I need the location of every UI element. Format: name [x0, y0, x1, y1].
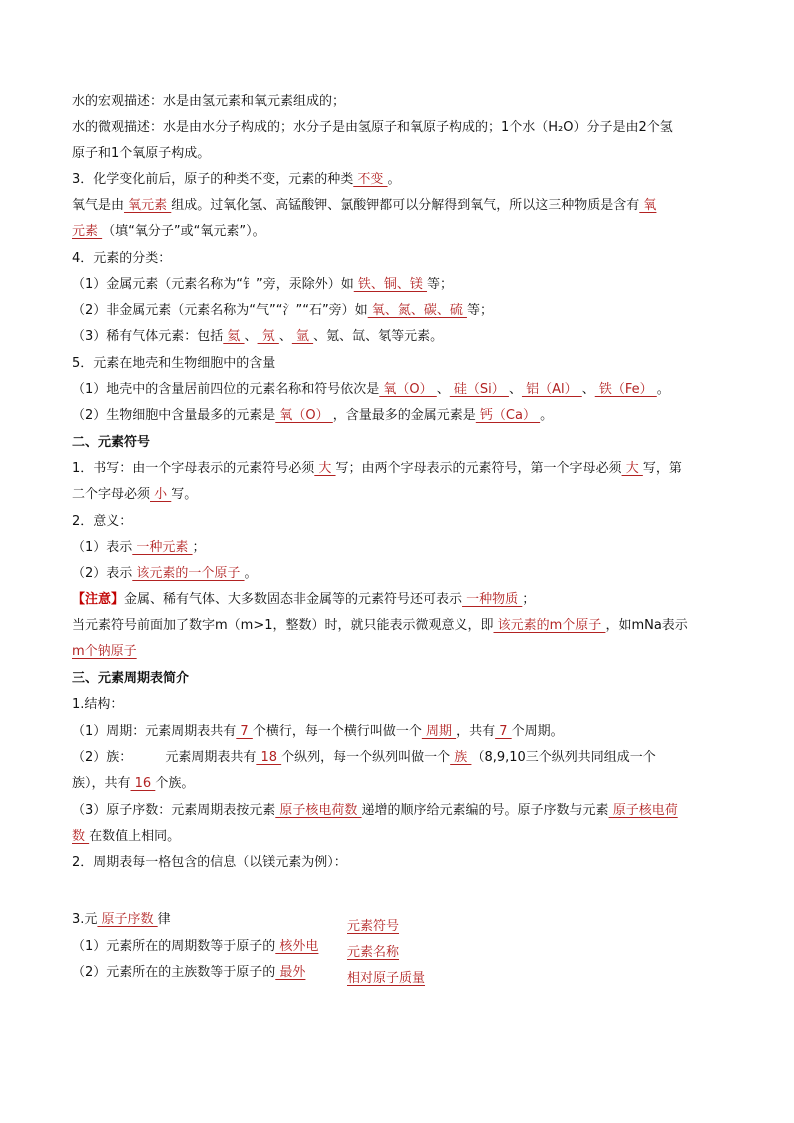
label-relative-atomic-mass: 相对原子质量: [347, 971, 426, 986]
water-micro-line-cont: 原子和1个氧原子构成。: [72, 146, 211, 161]
answer-blank: 硅（Si）: [449, 382, 509, 397]
section-3-heading: 三、元素周期表简介: [72, 671, 190, 686]
meaning-2-line: （2）表示 该元素的一个原子 。: [72, 566, 258, 581]
answer-blank: 一种物质: [462, 592, 523, 607]
answer-blank: 原子核电荷: [608, 803, 678, 818]
answer-blank: 氦: [223, 329, 245, 344]
answer-blank: 氧（O）: [379, 382, 437, 397]
crust-line: （1）地壳中的含量居前四位的元素名称和符号依次是 氧（O） 、 硅（Si） 、 铝（Al） 、 铁（Fe） 。: [72, 382, 670, 397]
water-macro-line: 水的宏观描述：水是由氢元素和氧元素组成的；: [72, 94, 346, 109]
meaning-heading: 2．意义：: [72, 514, 133, 529]
answer-blank: 该元素的一个原子: [132, 566, 245, 581]
answer-blank: 核外电: [275, 939, 319, 954]
note-line: 【注意】金属、稀有气体、大多数固态非金属等的元素符号还可表示 一种物质 ；: [72, 592, 536, 607]
answer-blank: 该元素的m个原子: [493, 618, 606, 633]
section-2-heading: 二、元素符号: [72, 435, 151, 450]
nonmetal-element-line: （2）非金属元素（元素名称为“气”“氵”“石”旁）如 氧、氮、碳、硫 等；: [72, 303, 493, 318]
content-heading: 5．元素在地壳和生物细胞中的含量: [72, 356, 276, 371]
coefficient-line: 当元素符号前面加了数字m（m>1，整数）时，就只能表示微观意义，即 该元素的m个原子 ，如mNa表示: [72, 618, 688, 633]
note-label: 【注意】: [72, 592, 125, 607]
answer-blank: 7: [236, 724, 253, 739]
noble-gas-line: （3）稀有气体元素：包括 氦 、 氖 、 氩 、氪、氙、氡等元素。: [72, 329, 444, 344]
atomic-number-line: （3）原子序数：元素周期表按元素 原子核电荷数 递增的顺序给元素编的号。原子序数与元素 原子核电荷: [72, 803, 678, 818]
answer-blank: 氧、氮、碳、硫: [367, 303, 467, 318]
chem-change-line: 3．化学变化前后，原子的种类不变，元素的种类 不变 。: [72, 172, 401, 187]
answer-blank: 氩: [291, 329, 314, 344]
answer-blank: 氧（O）: [275, 408, 333, 423]
answer-blank: 族: [450, 750, 472, 765]
structure-heading: 1.结构：: [72, 697, 124, 712]
answer-blank: 氧: [639, 198, 657, 213]
oxygen-line: 氧气是由 氧元素 组成。过氧化氢、高锰酸钾、氯酸钾都可以分解得到氧气，所以这三种物质是含有 氧: [72, 198, 657, 213]
answer-blank: 铁、铜、镁: [353, 277, 428, 292]
writing-line-cont: 二个字母必须 小 写。: [72, 487, 198, 502]
atomic-number-line-cont: 数 在数值上相同。: [72, 829, 181, 844]
law-line: 3.元 原子序数 律: [72, 912, 171, 927]
writing-line: 1．书写：由一个字母表示的元素符号必须 大 写；由两个字母表示的元素符号，第一个字母必须 大 写，第: [72, 461, 682, 476]
answer-blank: 原子核电荷数: [275, 803, 362, 818]
coefficient-line-cont: [72, 643, 137, 661]
group-line-cont: 族），共有 16 个族。: [72, 776, 195, 791]
answer-blank: 氧元素: [124, 198, 172, 213]
label-element-symbol: 元素符号: [347, 919, 400, 934]
period-rule-line: （1）元素所在的周期数等于原子的 核外电: [72, 939, 319, 954]
group-rule-line: （2）元素所在的主族数等于原子的 最外: [72, 965, 306, 980]
answer-blank: 原子序数: [97, 912, 158, 927]
oxygen-line-cont: 元素 （填“氧分子”或“氧元素”）。: [72, 224, 266, 239]
answer-blank: 数: [72, 829, 90, 844]
answer-blank: 铝（Al）: [521, 382, 582, 397]
classification-heading: 4．元素的分类：: [72, 251, 172, 266]
cell-line: （2）生物细胞中含量最多的元素是 氧（O） ，含量最多的金属元素是 钙（Ca） 。: [72, 408, 554, 423]
group-line: （2）族： 元素周期表共有 18 个纵列，每一个纵列叫做一个 族 （8,9,10三个纵列共同组成一个: [72, 750, 656, 765]
answer-blank: 不变: [353, 172, 388, 187]
cell-info-heading: 2．周期表每一格包含的信息（以镁元素为例）：: [72, 855, 347, 870]
answer-blank: 大: [621, 461, 643, 476]
answer-blank: 元素: [72, 224, 103, 239]
answer-blank: 18: [256, 750, 282, 765]
answer-blank: 氖: [257, 329, 279, 344]
answer-blank: 钙（Ca）: [475, 408, 541, 423]
meaning-1-line: （1）表示 一种元素 ；: [72, 540, 206, 555]
water-micro-line: 水的微观描述：水是由水分子构成的；水分子是由氢原子和氧原子构成的；1个水（H₂O）分子是由2个氢: [72, 120, 673, 135]
label-element-name: 元素名称: [347, 945, 400, 960]
answer-blank: 最外: [275, 965, 306, 980]
period-line: （1）周期：元素周期表共有 7 个横行，每一个横行叫做一个 周期 ，共有 7 个周期。: [72, 724, 564, 739]
answer-blank: 铁（Fe）: [594, 382, 657, 397]
answer-blank: m个钠原子: [72, 644, 137, 659]
metal-element-line: （1）金属元素（元素名称为“钅”旁，汞除外）如 铁、铜、镁 等；: [72, 277, 454, 292]
answer-blank: 小: [150, 487, 172, 502]
answer-blank: 周期: [421, 724, 457, 739]
answer-blank: 大: [314, 461, 336, 476]
answer-blank: 16: [130, 776, 156, 791]
answer-blank: 一种元素: [132, 540, 193, 555]
answer-blank: 7: [495, 724, 512, 739]
